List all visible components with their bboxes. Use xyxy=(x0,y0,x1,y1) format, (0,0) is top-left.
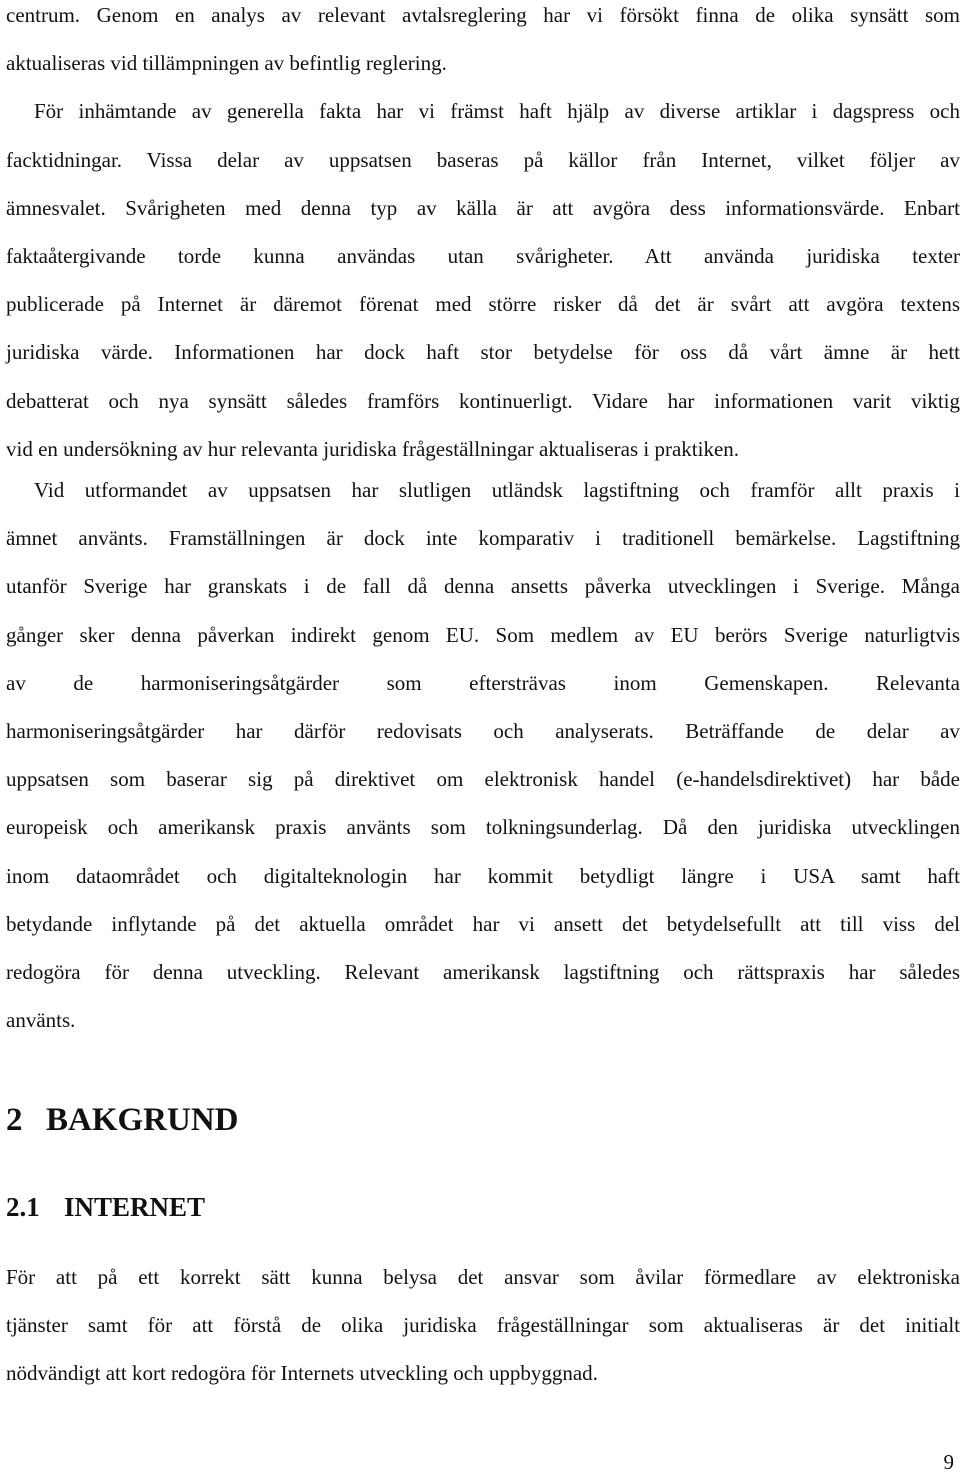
subsection-number: 2.1 xyxy=(6,1192,40,1222)
text-line: av de harmoniseringsåtgärder som eftersträvas inom Gemenskapen. Relevanta xyxy=(6,670,960,695)
text-line: använts. xyxy=(6,1008,76,1033)
text-line: facktidningar. Vissa delar av uppsatsen baseras på källor från Internet, vilket följer av xyxy=(6,147,960,172)
text-line: gånger sker denna påverkan indirekt genom EU. Som medlem av EU berörs Sverige naturligtvis xyxy=(6,622,960,647)
text-line: faktaåtergivande torde kunna användas utan svårigheter. Att använda juridiska texter xyxy=(6,244,960,269)
text-line: redogöra för denna utveckling. Relevant amerikansk lagstiftning och rättspraxis har således xyxy=(6,960,960,985)
text-line: För inhämtande av generella fakta har vi främst haft hjälp av diverse artiklar i dagspress och xyxy=(34,99,960,124)
text-line: aktualiseras vid tillämpningen av befintlig reglering. xyxy=(6,51,447,76)
section-heading xyxy=(6,1102,239,1139)
subsection-title: INTERNET xyxy=(64,1192,206,1222)
text-line: ämnesvalet. Svårigheten med denna typ av källa är att avgöra dess informationsvärde. Enbart xyxy=(6,195,960,220)
section-title: BAKGRUND xyxy=(46,1102,239,1138)
text-line: publicerade på Internet är däremot förenat med större risker då det är svårt att avgöra textens xyxy=(6,292,960,317)
section-number: 2 xyxy=(6,1102,23,1138)
subsection-heading xyxy=(6,1192,205,1223)
text-line: uppsatsen som baserar sig på direktivet om elektronisk handel (e-handelsdirektivet) har både xyxy=(6,767,960,792)
text-line: utanför Sverige har granskats i de fall då denna ansetts påverka utvecklingen i Sverige. Många xyxy=(6,574,960,599)
text-line: betydande inflytande på det aktuella området har vi ansett det betydelsefullt att till viss del xyxy=(6,911,960,936)
text-line: nödvändigt att kort redogöra för Internets utveckling och uppbyggnad. xyxy=(6,1361,598,1386)
text-line: ämnet använts. Framställningen är dock inte komparativ i traditionell bemärkelse. Lagstiftning xyxy=(6,526,960,551)
internet-paragraph xyxy=(6,1253,960,1398)
intro-paragraph xyxy=(6,0,960,473)
method-paragraph xyxy=(6,466,960,1044)
text-line: tjänster samt för att förstå de olika juridiska frågeställningar som aktualiseras är det initialt xyxy=(6,1313,960,1338)
text-line: Vid utformandet av uppsatsen har slutligen utländsk lagstiftning och framför allt praxis i xyxy=(34,478,960,502)
text-line: europeisk och amerikansk praxis använts som tolkningsunderlag. Då den juridiska utvecklingen xyxy=(6,815,960,840)
text-line: inom dataområdet och digitalteknologin har kommit betydligt längre i USA samt haft xyxy=(6,863,960,888)
page-number: 9 xyxy=(943,1450,954,1474)
text-line: centrum. Genom en analys av relevant avtalsreglering har vi försökt finna de olika synsätt som xyxy=(6,3,960,27)
text-line: För att på ett korrekt sätt kunna belysa det ansvar som åvilar förmedlare av elektroniska xyxy=(6,1265,960,1289)
text-line: juridiska värde. Informationen har dock haft stor betydelse för oss då vårt ämne är hett xyxy=(6,340,960,365)
text-line: vid en undersökning av hur relevanta juridiska frågeställningar aktualiseras i praktiken. xyxy=(6,436,740,461)
text-line: harmoniseringsåtgärder har därför redovisats och analyserats. Beträffande de delar av xyxy=(6,719,960,744)
text-line: debatterat och nya synsätt således framförs kontinuerligt. Vidare har informationen varit viktig xyxy=(6,388,960,413)
